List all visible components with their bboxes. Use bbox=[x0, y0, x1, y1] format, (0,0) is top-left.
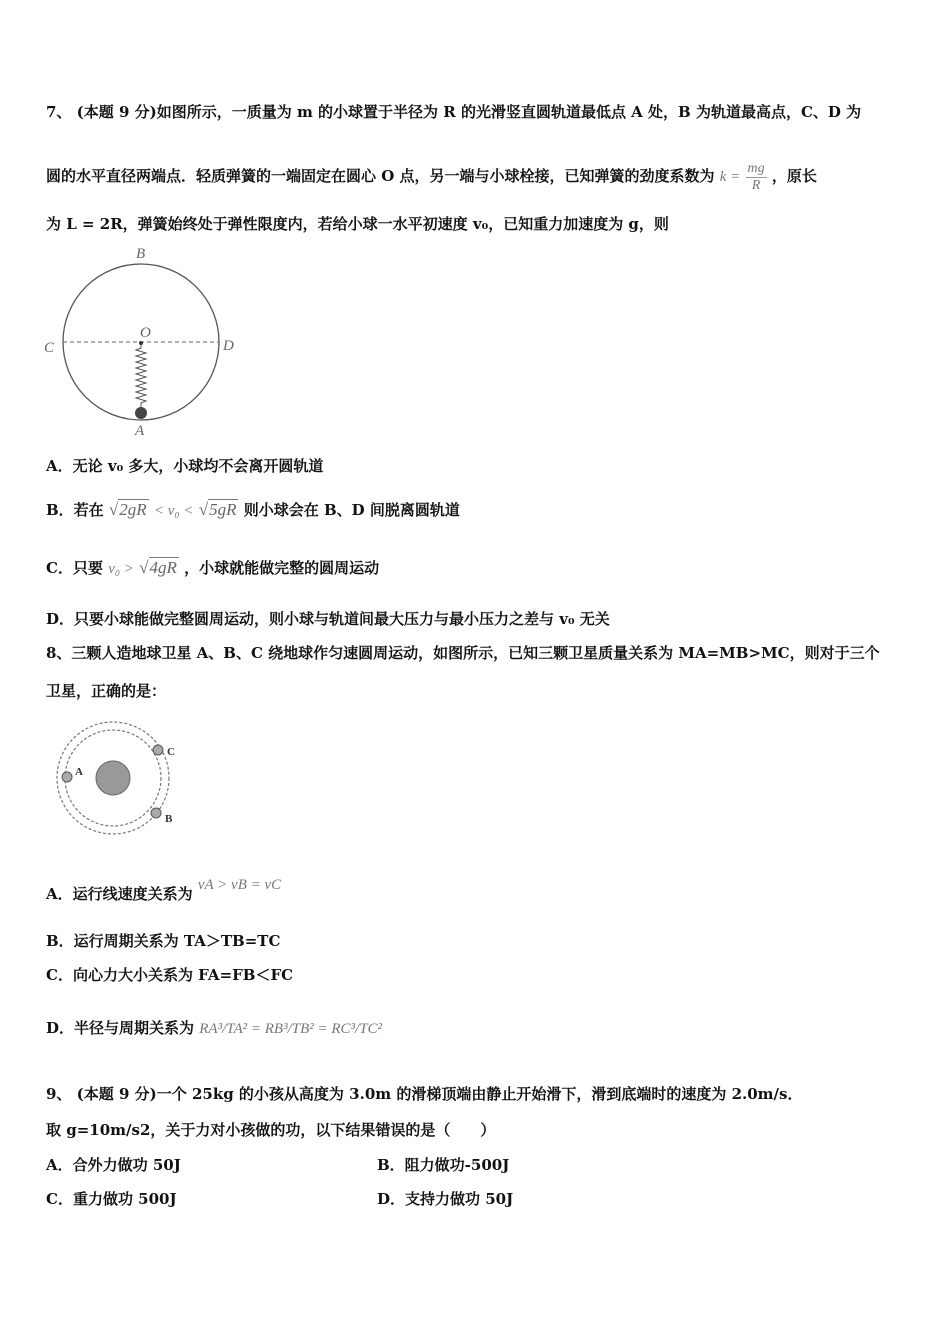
label-o: O bbox=[140, 325, 151, 341]
q7-stem-line2-tail: ，原长 bbox=[771, 167, 817, 185]
q7-option-c-pre: C．只要 bbox=[46, 559, 103, 577]
q8-option-a bbox=[46, 874, 281, 914]
q7-option-a: A．无论 v₀ 多大，小球均不会离开圆轨道 bbox=[46, 457, 324, 475]
q9-option-d: D．支持力做功 50J bbox=[377, 1190, 514, 1208]
q8-stem-line2: 卫星，正确的是： bbox=[46, 682, 167, 700]
sqrt-5gr: √5gR bbox=[198, 500, 237, 519]
q9-option-c: C．重力做功 500J bbox=[46, 1190, 177, 1208]
label-d: D bbox=[223, 338, 234, 354]
q9-option-b: B．阻力做功-500J bbox=[377, 1156, 510, 1174]
satellite-b bbox=[151, 808, 161, 818]
q8-option-a-pre: A．运行线速度关系为 bbox=[46, 885, 193, 903]
q7-option-c-post: ，小球就能做完整的圆周运动 bbox=[184, 559, 380, 577]
q8-option-d-math: RA³/TA² = RB³/TB² = RC³/TC² bbox=[199, 1021, 383, 1037]
ball bbox=[135, 407, 147, 419]
label-a: A bbox=[135, 423, 145, 439]
q8-option-d bbox=[46, 1000, 382, 1056]
spring-coil bbox=[136, 344, 146, 408]
k-symbol: k = bbox=[719, 169, 741, 185]
k-numerator: mg bbox=[747, 160, 765, 176]
label-sat-c: C bbox=[167, 746, 175, 758]
k-fraction bbox=[746, 161, 767, 194]
q7-stem-line1: 7、 (本题 9 分)如图所示，一质量为 m 的小球置于半径为 R 的光滑竖直圆轨道最低点 A 处，B 为轨道最高点，C、D 为 bbox=[46, 103, 862, 121]
q7-option-b-ineq: < v₀ < bbox=[153, 503, 194, 519]
q9-stem-line1: 9、 (本题 9 分)一个 25kg 的小孩从高度为 3.0m 的滑梯顶端由静止开始滑下，滑到底端时的速度为 2.0m/s． bbox=[46, 1085, 803, 1103]
label-sat-a: A bbox=[75, 766, 83, 778]
q7-option-b bbox=[46, 492, 460, 528]
sqrt-2gr-radicand: 2gR bbox=[119, 500, 147, 519]
q7-circle-track-figure bbox=[40, 240, 240, 440]
label-b: B bbox=[136, 246, 146, 262]
label-sat-b: B bbox=[165, 813, 173, 825]
satellite-c bbox=[153, 745, 163, 755]
label-c: C bbox=[44, 340, 55, 356]
q8-stem-line1: 8、三颗人造地球卫星 A、B、C 绕地球作匀速圆周运动，如图所示，已知三颗卫星质量关系为 MA=MB>MC，则对于三个 bbox=[46, 644, 880, 662]
satellite-a bbox=[62, 772, 72, 782]
q8-option-c: C．向心力大小关系为 FA=FB＜FC bbox=[46, 966, 294, 984]
q7-option-c-v0: v₀ > bbox=[108, 561, 134, 577]
q7-stem-line3: 为 L = 2R，弹簧始终处于弹性限度内，若给小球一水平初速度 v₀，已知重力加速度为 g，则 bbox=[46, 215, 669, 233]
q7-option-d: D．只要小球能做完整圆周运动，则小球与轨道间最大压力与最小压力之差与 v₀ 无关 bbox=[46, 610, 610, 628]
center-point-o bbox=[139, 341, 143, 345]
sqrt-2gr: √2gR bbox=[108, 500, 147, 519]
sqrt-4gr: √4gR bbox=[139, 558, 177, 577]
q8-satellite-orbit-figure bbox=[50, 720, 185, 840]
q7-option-c bbox=[46, 550, 379, 586]
q7-option-b-pre: B．若在 bbox=[46, 501, 104, 519]
q9-stem-line2: 取 g=10m/s2，关于力对小孩做的功，以下结果错误的是（ ） bbox=[46, 1121, 496, 1139]
q7-stem-line2 bbox=[46, 156, 817, 196]
earth bbox=[96, 761, 130, 795]
q8-option-d-pre: D．半径与周期关系为 bbox=[46, 1019, 195, 1037]
k-denominator: R bbox=[751, 177, 761, 193]
q7-option-b-post: 则小球会在 B、D 间脱离圆轨道 bbox=[243, 501, 460, 519]
sqrt-4gr-radicand: 4gR bbox=[149, 558, 177, 577]
sqrt-5gr-radicand: 5gR bbox=[209, 500, 237, 519]
q9-option-a: A．合外力做功 50J bbox=[46, 1156, 181, 1174]
q8-option-a-math: vA > vB = vC bbox=[197, 877, 282, 893]
q8-option-b: B．运行周期关系为 TA＞TB=TC bbox=[46, 932, 281, 950]
q7-stem-line2-text: 圆的水平直径两端点．轻质弹簧的一端固定在圆心 O 点，另一端与小球栓接，已知弹簧的劲度系数为 bbox=[46, 167, 715, 185]
